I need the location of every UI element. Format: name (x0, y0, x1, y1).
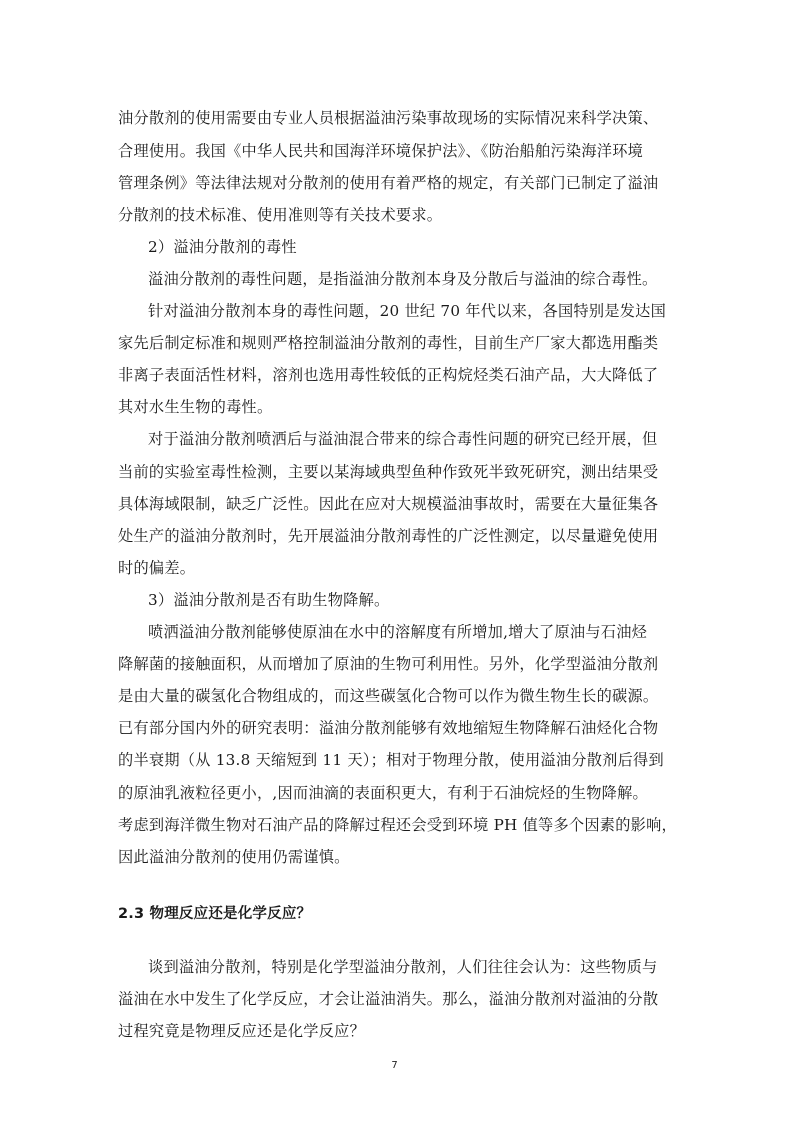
text-line: 过程究竟是物理反应还是化学反应？ (118, 1022, 365, 1040)
text-line: 分散剂的技术标准、使用准则等有关技术要求。 (118, 206, 443, 224)
list-item-title-biodegradation: 3）溢油分散剂是否有助生物降解。 (148, 591, 390, 609)
text-line: 针对溢油分散剂本身的毒性问题，20 世纪 70 年代以来，各国特别是发达国 (148, 302, 667, 320)
text-line: 当前的实验室毒性检测，主要以某海域典型鱼种作致死半致死研究，测出结果受 (118, 463, 659, 481)
text-line: 的半衰期（从 13.8 天缩短到 11 天）；相对于物理分散，使用溢油分散剂后得到 (118, 751, 664, 769)
text-line: 非离子表面活性材料，溶剂也选用毒性较低的正构烷烃类石油产品，大大降低了 (118, 366, 659, 384)
text-line: 家先后制定标准和规则严格控制溢油分散剂的毒性，目前生产厂家大都选用酯类 (118, 334, 659, 352)
section-heading: 2.3 物理反应还是化学反应？ (118, 906, 312, 922)
page-number: 7 (391, 1060, 398, 1071)
text-line: 溢油在水中发生了化学反应，才会让溢油消失。那么，溢油分散剂对溢油的分散 (118, 990, 659, 1008)
text-line: 管理条例》等法律法规对分散剂的使用有着严格的规定，有关部门已制定了溢油 (118, 174, 659, 192)
list-item-title-toxicity: 2）溢油分散剂的毒性 (148, 238, 297, 256)
text-line: 油分散剂的使用需要由专业人员根据溢油污染事故现场的实际情况来科学决策、 (118, 109, 659, 127)
text-line: 已有部分国内外的研究表明：溢油分散剂能够有效地缩短生物降解石油烃化合物 (118, 719, 659, 737)
text-line: 考虑到海洋微生物对石油产品的降解过程还会受到环境 PH 值等多个因素的影响， (118, 816, 677, 834)
text-line: 处生产的溢油分散剂时，先开展溢油分散剂毒性的广泛性测定，以尽量避免使用 (118, 527, 659, 545)
text-line: 谈到溢油分散剂，特别是化学型溢油分散剂，人们往往会认为：这些物质与 (148, 958, 658, 976)
text-line: 其对水生生物的毒性。 (118, 398, 273, 416)
text-line: 对于溢油分散剂喷洒后与溢油混合带来的综合毒性问题的研究已经开展，但 (148, 430, 658, 448)
text-line: 喷洒溢油分散剂能够使原油在水中的溶解度有所增加,增大了原油与石油烃 (148, 623, 648, 641)
text-line: 降解菌的接触面积，从而增加了原油的生物可利用性。另外，化学型溢油分散剂 (118, 655, 659, 673)
text-line: 合理使用。我国《中华人民共和国海洋环境保护法》、《防治船舶污染海洋环境 (118, 142, 644, 160)
text-line: 溢油分散剂的毒性问题，是指溢油分散剂本身及分散后与溢油的综合毒性。 (148, 270, 658, 288)
text-line: 是由大量的碳氢化合物组成的，而这些碳氢化合物可以作为微生物生长的碳源。 (118, 687, 659, 705)
text-line: 具体海域限制，缺乏广泛性。因此在应对大规模溢油事故时，需要在大量征集各 (118, 495, 659, 513)
text-line: 时的偏差。 (118, 559, 196, 577)
text-line: 因此溢油分散剂的使用仍需谨慎。 (118, 848, 350, 866)
text-line: 的原油乳液粒径更小，,因而油滴的表面积更大，有利于石油烷烃的生物降解。 (118, 784, 648, 802)
